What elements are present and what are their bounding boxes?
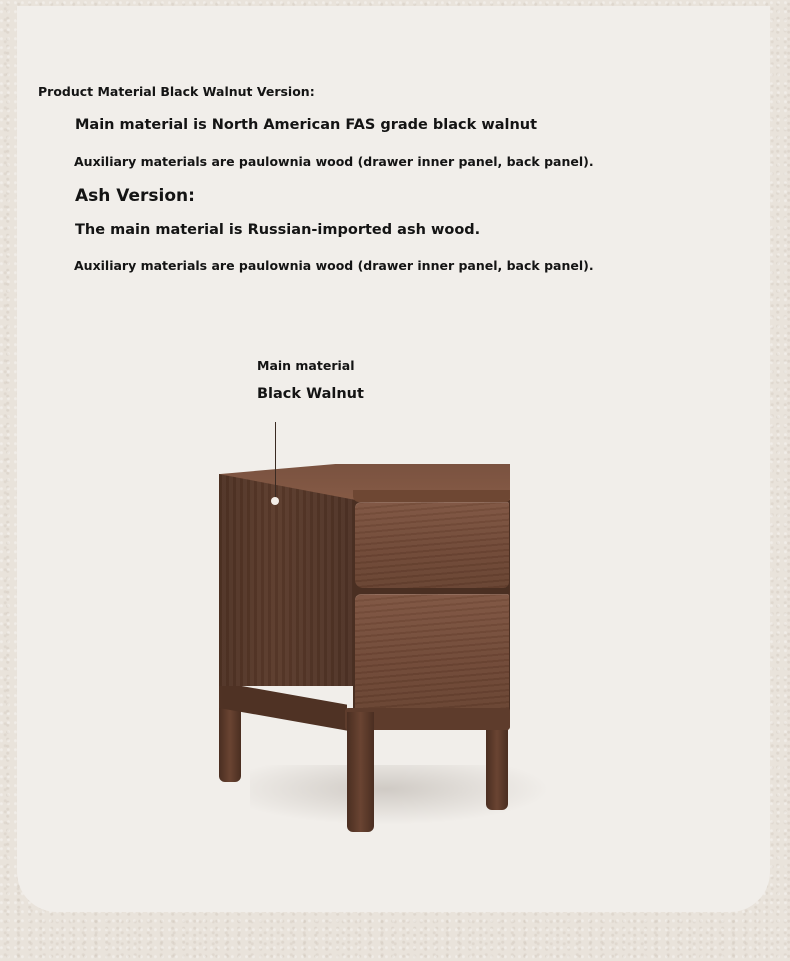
ash-main-material: The main material is Russian-imported ash wood.	[75, 222, 481, 238]
callout-label: Main material	[257, 358, 355, 373]
callout-value: Black Walnut	[257, 386, 364, 402]
content-card	[17, 6, 770, 912]
callout-leader-line	[275, 422, 276, 501]
walnut-auxiliary-material: Auxiliary materials are paulownia wood (drawer inner panel, back panel).	[74, 154, 594, 169]
walnut-main-material: Main material is North American FAS grade black walnut	[75, 117, 538, 133]
callout-marker-dot	[271, 497, 279, 505]
material-heading: Product Material Black Walnut Version:	[38, 84, 315, 99]
ash-auxiliary-material: Auxiliary materials are paulownia wood (drawer inner panel, back panel).	[74, 258, 594, 273]
ash-version-heading: Ash Version:	[75, 186, 195, 206]
